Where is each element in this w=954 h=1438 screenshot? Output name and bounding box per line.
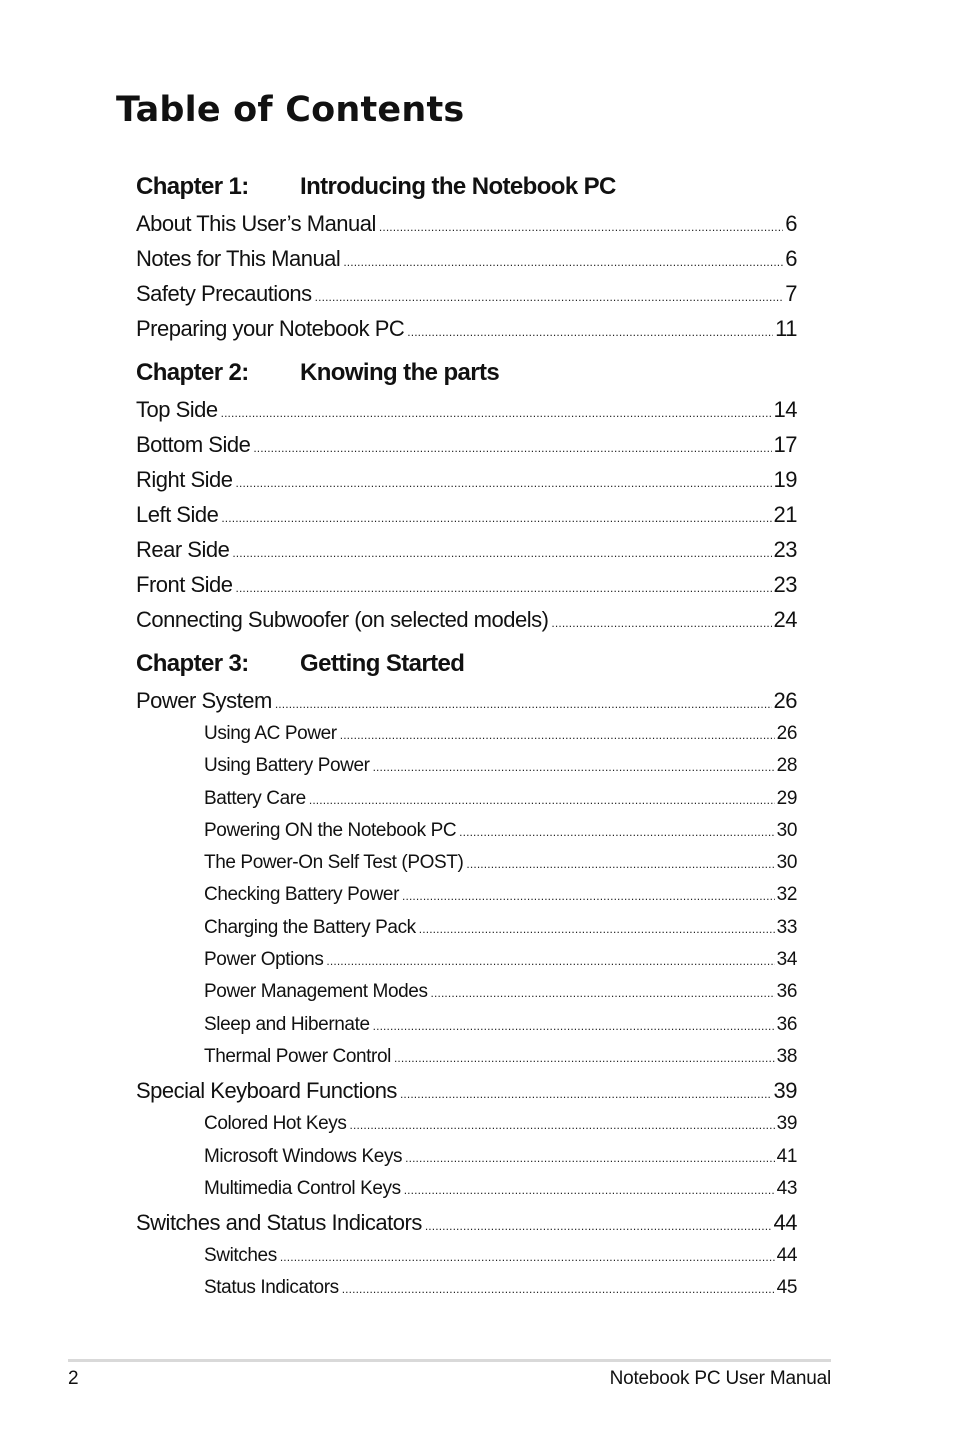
toc-entry-page: 26 <box>773 688 797 713</box>
dot-leader <box>373 1020 775 1032</box>
toc-entry-label: Switches and Status Indicators <box>136 1210 422 1236</box>
toc-entry-page: 7 <box>785 281 797 306</box>
toc-entry-page: 29 <box>776 787 797 809</box>
toc-entry-page: 19 <box>773 467 797 492</box>
toc-subentry[interactable] <box>136 879 797 911</box>
toc-entry[interactable] <box>136 602 797 637</box>
toc-entry-label: Bottom Side <box>136 432 251 457</box>
toc-entry-page: 6 <box>785 246 797 271</box>
dot-leader <box>551 617 771 629</box>
toc-entry-label: About This User’s Manual <box>136 211 376 236</box>
toc-entry-page: 30 <box>776 819 797 841</box>
toc-entry[interactable] <box>136 311 797 346</box>
chapter-heading <box>136 645 797 683</box>
toc-entry-page: 24 <box>773 607 797 632</box>
dot-leader <box>405 1152 775 1164</box>
toc-entry-label: Multimedia Control Keys <box>204 1177 401 1199</box>
dot-leader <box>342 1283 775 1295</box>
toc-entry[interactable] <box>136 241 797 276</box>
toc-entry-page: 23 <box>773 572 797 597</box>
toc-entry-label: Rear Side <box>136 537 230 562</box>
dot-leader <box>315 291 784 303</box>
dot-leader <box>407 326 773 338</box>
dot-leader <box>326 955 774 967</box>
toc-entry-page: 26 <box>776 723 797 744</box>
chapter-heading <box>136 168 797 206</box>
table-of-contents <box>136 168 797 1305</box>
toc-entry[interactable] <box>136 392 797 427</box>
toc-entry[interactable] <box>136 1205 797 1240</box>
toc-entry-page: 45 <box>776 1277 797 1299</box>
dot-leader <box>404 1184 775 1196</box>
toc-entry-page: 39 <box>773 1078 797 1104</box>
dot-leader <box>350 1119 775 1131</box>
toc-subentry[interactable] <box>136 1009 797 1041</box>
toc-entry-label: Switches <box>204 1245 277 1267</box>
footer-page-number: 2 <box>68 1368 79 1389</box>
toc-subentry[interactable] <box>136 847 797 879</box>
toc-entry-label: The Power-On Self Test (POST) <box>204 852 464 874</box>
toc-entry-label: Special Keyboard Functions <box>136 1078 397 1104</box>
toc-entry-page: 36 <box>776 981 797 1003</box>
toc-entry-label: Safety Precautions <box>136 281 312 306</box>
toc-entry-label: Power Management Modes <box>204 981 428 1003</box>
dot-leader <box>431 987 775 999</box>
toc-entry-page: 39 <box>776 1113 797 1135</box>
dot-leader <box>275 698 772 710</box>
toc-entry-page: 38 <box>776 1045 797 1067</box>
toc-entry-label: Status Indicators <box>204 1277 339 1299</box>
dot-leader <box>309 794 775 806</box>
chapter-number: Chapter 3: <box>136 650 249 677</box>
chapter-number: Chapter 2: <box>136 359 249 386</box>
toc-entry-page: 43 <box>776 1177 797 1199</box>
toc-entry-label: Sleep and Hibernate <box>204 1013 370 1035</box>
toc-entry-page: 28 <box>776 755 797 777</box>
toc-subentry[interactable] <box>136 1141 797 1173</box>
toc-entry[interactable] <box>136 427 797 462</box>
dot-leader <box>236 477 772 489</box>
toc-entry-page: 6 <box>785 211 797 236</box>
toc-entry-page: 23 <box>773 537 797 562</box>
toc-subentry[interactable] <box>136 1240 797 1272</box>
toc-entry-label: Power Options <box>204 949 324 971</box>
toc-entry[interactable] <box>136 532 797 567</box>
toc-subentry[interactable] <box>136 1108 797 1140</box>
toc-subentry[interactable] <box>136 1173 797 1205</box>
toc-entry-page: 44 <box>773 1210 797 1236</box>
toc-entry-label: Power System <box>136 688 272 713</box>
toc-entry-page: 36 <box>776 1013 797 1035</box>
dot-leader <box>402 890 775 902</box>
dot-leader <box>221 407 772 419</box>
toc-subentry[interactable] <box>136 783 797 815</box>
toc-entry-page: 11 <box>775 316 797 341</box>
toc-entry-label: Top Side <box>136 397 218 422</box>
toc-entry-label: Powering ON the Notebook PC <box>204 819 457 841</box>
chapter-title: Knowing the parts <box>300 359 500 386</box>
footer-divider <box>68 1359 831 1362</box>
toc-entry[interactable] <box>136 497 797 532</box>
toc-subentry[interactable] <box>136 976 797 1008</box>
toc-subentry[interactable] <box>136 912 797 944</box>
toc-entry-page: 41 <box>776 1145 797 1167</box>
toc-entry[interactable] <box>136 462 797 497</box>
toc-entry-label: Left Side <box>136 502 219 527</box>
toc-entry-page: 17 <box>773 432 797 457</box>
toc-entry-page: 44 <box>776 1245 797 1267</box>
chapter-heading <box>136 354 797 392</box>
toc-subentry[interactable] <box>136 718 797 750</box>
chapter-title: Getting Started <box>300 650 465 677</box>
toc-entry[interactable] <box>136 206 797 241</box>
dot-leader <box>459 826 774 838</box>
toc-entry-label: Microsoft Windows Keys <box>204 1145 403 1167</box>
toc-entry-label: Using AC Power <box>204 723 337 744</box>
toc-subentry[interactable] <box>136 815 797 847</box>
dot-leader <box>400 1088 772 1100</box>
toc-entry-label: Notes for This Manual <box>136 246 341 271</box>
toc-entry-label: Preparing your Notebook PC <box>136 316 405 341</box>
page-title: Table of Contents <box>116 90 465 130</box>
toc-entry-page: 32 <box>776 884 797 906</box>
dot-leader <box>221 512 771 524</box>
dot-leader <box>425 1220 772 1232</box>
chapter-number: Chapter 1: <box>136 173 249 200</box>
toc-entry[interactable] <box>136 276 797 311</box>
toc-entry-label: Front Side <box>136 572 233 597</box>
dot-leader <box>343 256 783 268</box>
toc-entry-page: 14 <box>773 397 797 422</box>
dot-leader <box>419 923 775 935</box>
dot-leader <box>236 582 772 594</box>
toc-entry-page: 33 <box>776 916 797 938</box>
dot-leader <box>232 547 771 559</box>
toc-entry-label: Using Battery Power <box>204 755 370 777</box>
toc-subentry[interactable] <box>136 1272 797 1304</box>
toc-entry[interactable] <box>136 683 797 718</box>
dot-leader <box>253 442 771 454</box>
toc-entry-label: Thermal Power Control <box>204 1045 391 1067</box>
footer-document-title: Notebook PC User Manual <box>609 1368 831 1389</box>
toc-entry-label: Connecting Subwoofer (on selected models) <box>136 607 549 632</box>
chapter-title: Introducing the Notebook PC <box>300 173 616 200</box>
toc-entry[interactable] <box>136 567 797 602</box>
dot-leader <box>373 761 775 773</box>
dot-leader <box>394 1052 775 1064</box>
toc-entry-label: Right Side <box>136 467 233 492</box>
toc-entry-label: Charging the Battery Pack <box>204 916 416 938</box>
toc-entry-label: Colored Hot Keys <box>204 1113 347 1135</box>
toc-subentry[interactable] <box>136 944 797 976</box>
dot-leader <box>340 729 775 741</box>
toc-subentry[interactable] <box>136 1041 797 1073</box>
toc-entry-label: Battery Care <box>204 787 306 809</box>
dot-leader <box>280 1251 775 1263</box>
toc-entry[interactable] <box>136 1073 797 1108</box>
dot-leader <box>379 221 783 233</box>
toc-entry-page: 34 <box>776 949 797 971</box>
toc-entry-label: Checking Battery Power <box>204 884 400 906</box>
toc-entry-page: 30 <box>776 852 797 874</box>
toc-subentry[interactable] <box>136 750 797 782</box>
toc-entry-page: 21 <box>773 502 797 527</box>
dot-leader <box>466 858 774 870</box>
